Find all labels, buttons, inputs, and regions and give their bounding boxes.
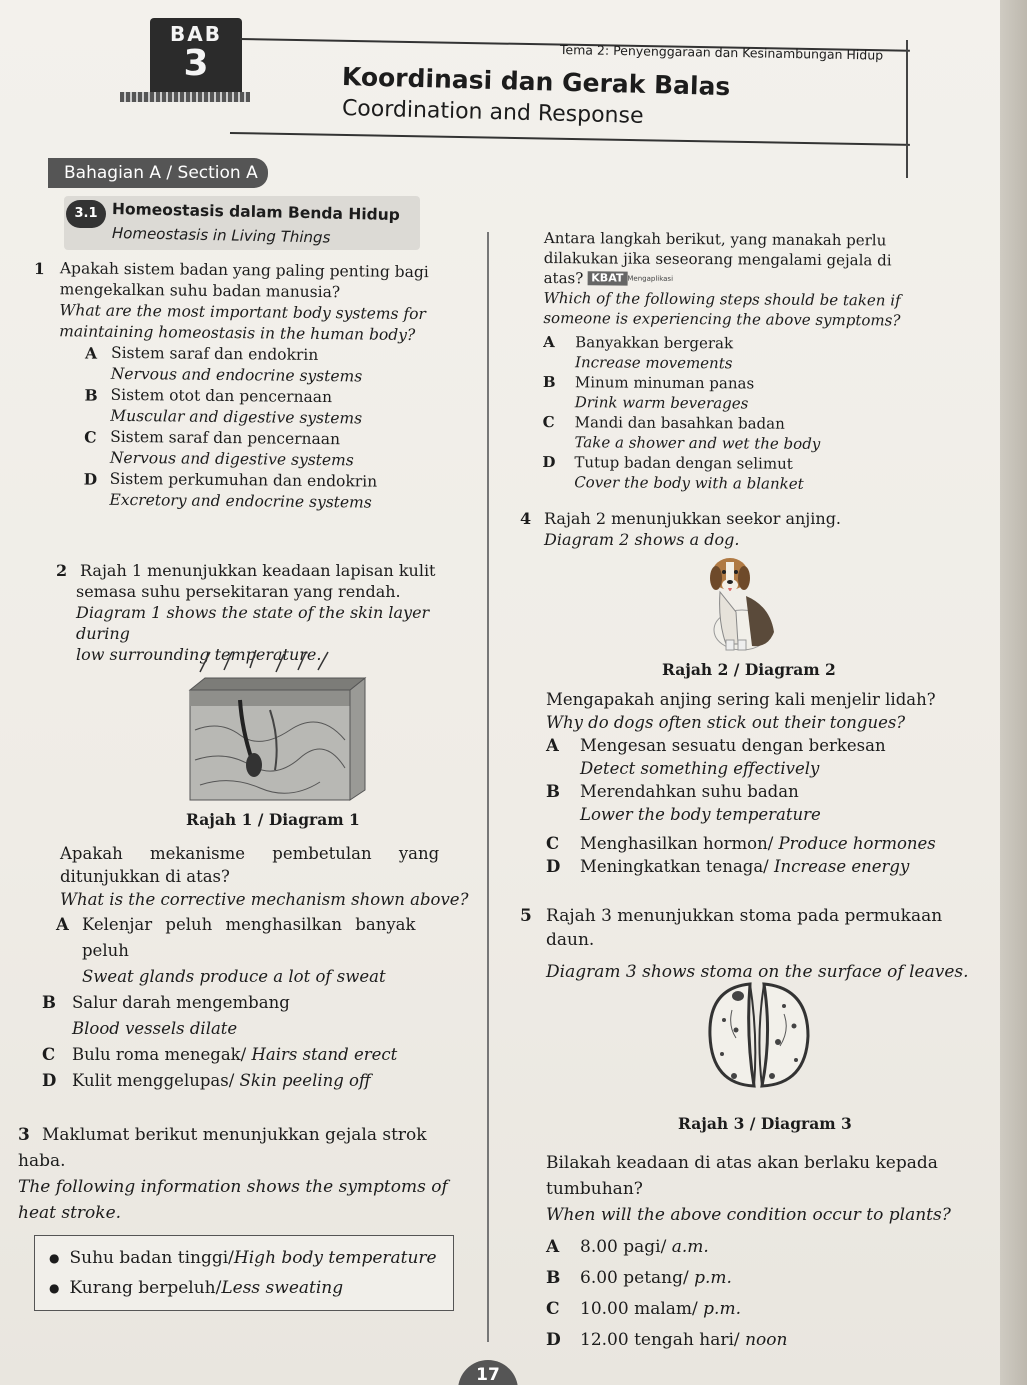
question-text-ms: semasa suhu persekitaran yang rendah. [76, 582, 401, 601]
symptoms-box [34, 1235, 454, 1311]
diagram-2-caption: Rajah 2 / Diagram 2 [662, 660, 836, 679]
book-spine [1000, 0, 1027, 1385]
question-text-en: maintaining homeostasis in the human body? [59, 322, 416, 344]
option-c: C Mandi dan basahkan badan Take a shower and wet the body [542, 412, 821, 453]
stoma-image [700, 980, 820, 1092]
question-number: 2 [56, 561, 68, 580]
question-text-ms: mengekalkan suhu badan manusia? [59, 280, 341, 302]
question-number: 4 [520, 509, 532, 528]
option-b: B Sistem otot dan pencernaan Muscular and digestive systems [84, 385, 363, 428]
question-text-ms: Maklumat berikut menunjukkan gejala strok [42, 1125, 427, 1145]
question-text-en: Which of the following steps should be taken if [543, 288, 901, 310]
kbat-badge: KBAT [587, 271, 627, 285]
chapter-label: BAB [170, 22, 222, 46]
symptom-item: ● Suhu badan tinggi/ High body temperature [49, 1248, 437, 1268]
kbat-subtitle: Mengaplikasi [627, 274, 674, 283]
option-b: B 6.00 petang/ p.m. [546, 1268, 732, 1288]
option-a: A Banyakkan bergerak Increase movements [543, 332, 734, 373]
chapter-title-en: Coordination and Response [341, 96, 644, 129]
question-text-ms: Rajah 1 menunjukkan keadaan lapisan kulit [80, 561, 436, 580]
option-a: A Sistem saraf dan endokrin Nervous and endocrine systems [84, 343, 363, 386]
option-c: C Bulu roma menegak/ Hairs stand erect [42, 1045, 398, 1064]
question-1 [31, 258, 484, 515]
option-d: D Meningkatkan tenaga/ Increase energy [546, 857, 910, 876]
question-text-ms: Apakah mekanisme pembetulan yang [60, 844, 440, 863]
option-a: A Mengesan sesuatu dengan berkesan Detect something effectively [546, 736, 886, 778]
diagram-1-caption: Rajah 1 / Diagram 1 [186, 810, 360, 829]
option-d: D Tutup badan dengan selimut Cover the body with a blanket [542, 452, 804, 493]
question-text-ms: ditunjukkan di atas? [60, 867, 230, 886]
header-rule-side [906, 40, 908, 178]
question-text-ms: Rajah 2 menunjukkan seekor anjing. [544, 509, 842, 528]
dog-image [690, 552, 786, 652]
question-text-ms: Rajah 3 menunjukkan stoma pada permukaan [546, 906, 943, 926]
skin-diagram [180, 650, 370, 805]
question-text-ms: daun. [546, 930, 595, 950]
question-3-continued [542, 228, 924, 495]
symptom-item: ● Kurang berpeluh/ Less sweating [49, 1278, 344, 1298]
question-4 [520, 508, 960, 550]
subtopic-title-ms: Homeostasis dalam Benda Hidup [111, 200, 401, 225]
subtopic-number: 3.1 [66, 200, 106, 228]
question-text-ms: Mengapakah anjing sering kali menjelir lidah? [546, 690, 936, 709]
question-text-en: What is the corrective mechanism shown above? [60, 890, 469, 909]
question-text-ms: atas? KBAT $^{Mengaplikasi}$ [543, 268, 674, 288]
question-4-ask [546, 688, 986, 878]
question-text-en: When will the above condition occur to plants? [546, 1205, 951, 1225]
question-text-ms: Apakah sistem badan yang paling penting bagi [59, 259, 429, 282]
question-5 [520, 904, 990, 984]
option-d: D Sistem perkumuhan dan endokrin Excretory and endocrine systems [83, 469, 378, 512]
question-text-en: Diagram 3 shows stoma on the surface of leaves. [546, 962, 969, 982]
option-d: D 12.00 tengah hari/ noon [546, 1330, 788, 1350]
question-5-ask [546, 1150, 996, 1356]
option-b: B Minum minuman panas Drink warm beverages [542, 372, 755, 413]
question-text-en: low surrounding temperature. [76, 645, 322, 664]
theme-label: Tema 2: Penyenggaraan dan Kesinambungan Hidup [559, 42, 884, 63]
question-number: 1 [33, 258, 45, 279]
question-text-ms: haba. [18, 1151, 66, 1171]
question-text-ms: Antara langkah berikut, yang manakah perlu [543, 228, 887, 250]
decorative-stripe [120, 92, 250, 102]
option-b: B Salur darah mengembang Blood vessels dilate [42, 993, 290, 1038]
question-2-options [42, 912, 480, 1094]
question-text-ms: tumbuhan? [546, 1179, 643, 1199]
question-3 [18, 1122, 478, 1226]
question-text-en: The following information shows the symptoms of [18, 1177, 448, 1197]
question-text-en: heat stroke. [18, 1203, 122, 1223]
diagram-3-caption: Rajah 3 / Diagram 3 [678, 1114, 852, 1133]
chapter-number: 3 [183, 43, 209, 84]
option-a: A 8.00 pagi/ a.m. [546, 1237, 709, 1257]
chapter-title-ms: Koordinasi dan Gerak Balas [341, 62, 731, 102]
question-text-en: someone is experiencing the above symptoms? [543, 308, 901, 330]
column-divider [487, 232, 489, 1342]
option-a: A Kelenjar peluh menghasilkan banyak peluh Sweat glands produce a lot of sweat [56, 915, 416, 986]
question-number: 5 [520, 906, 532, 926]
option-d: D Kulit menggelupas/ Skin peeling off [42, 1071, 371, 1090]
subtopic-title-en: Homeostasis in Living Things [111, 224, 331, 247]
question-text-en: Why do dogs often stick out their tongues? [546, 713, 906, 732]
question-text-en: Diagram 2 shows a dog. [544, 530, 740, 549]
option-c: C 10.00 malam/ p.m. [546, 1299, 741, 1319]
option-c: C Sistem saraf dan pencernaan Nervous and digestive systems [84, 427, 354, 470]
section-badge: Bahagian A / Section A [48, 158, 268, 188]
question-number: 3 [18, 1125, 30, 1145]
question-text-en: Diagram 1 shows the state of the skin layer during [76, 603, 430, 643]
question-text-ms: Bilakah keadaan di atas akan berlaku kepada [546, 1153, 938, 1173]
option-b: B Merendahkan suhu badan Lower the body temperature [546, 782, 821, 824]
page-number: 17 [458, 1360, 518, 1385]
chapter-badge [150, 18, 242, 98]
question-text-ms: dilakukan jika seseorang mengalami gejala di [543, 248, 892, 270]
option-c: C Menghasilkan hormon/ Produce hormones [546, 834, 936, 853]
question-text-en: What are the most important body systems for [59, 301, 426, 324]
question-2-ask [60, 842, 480, 911]
